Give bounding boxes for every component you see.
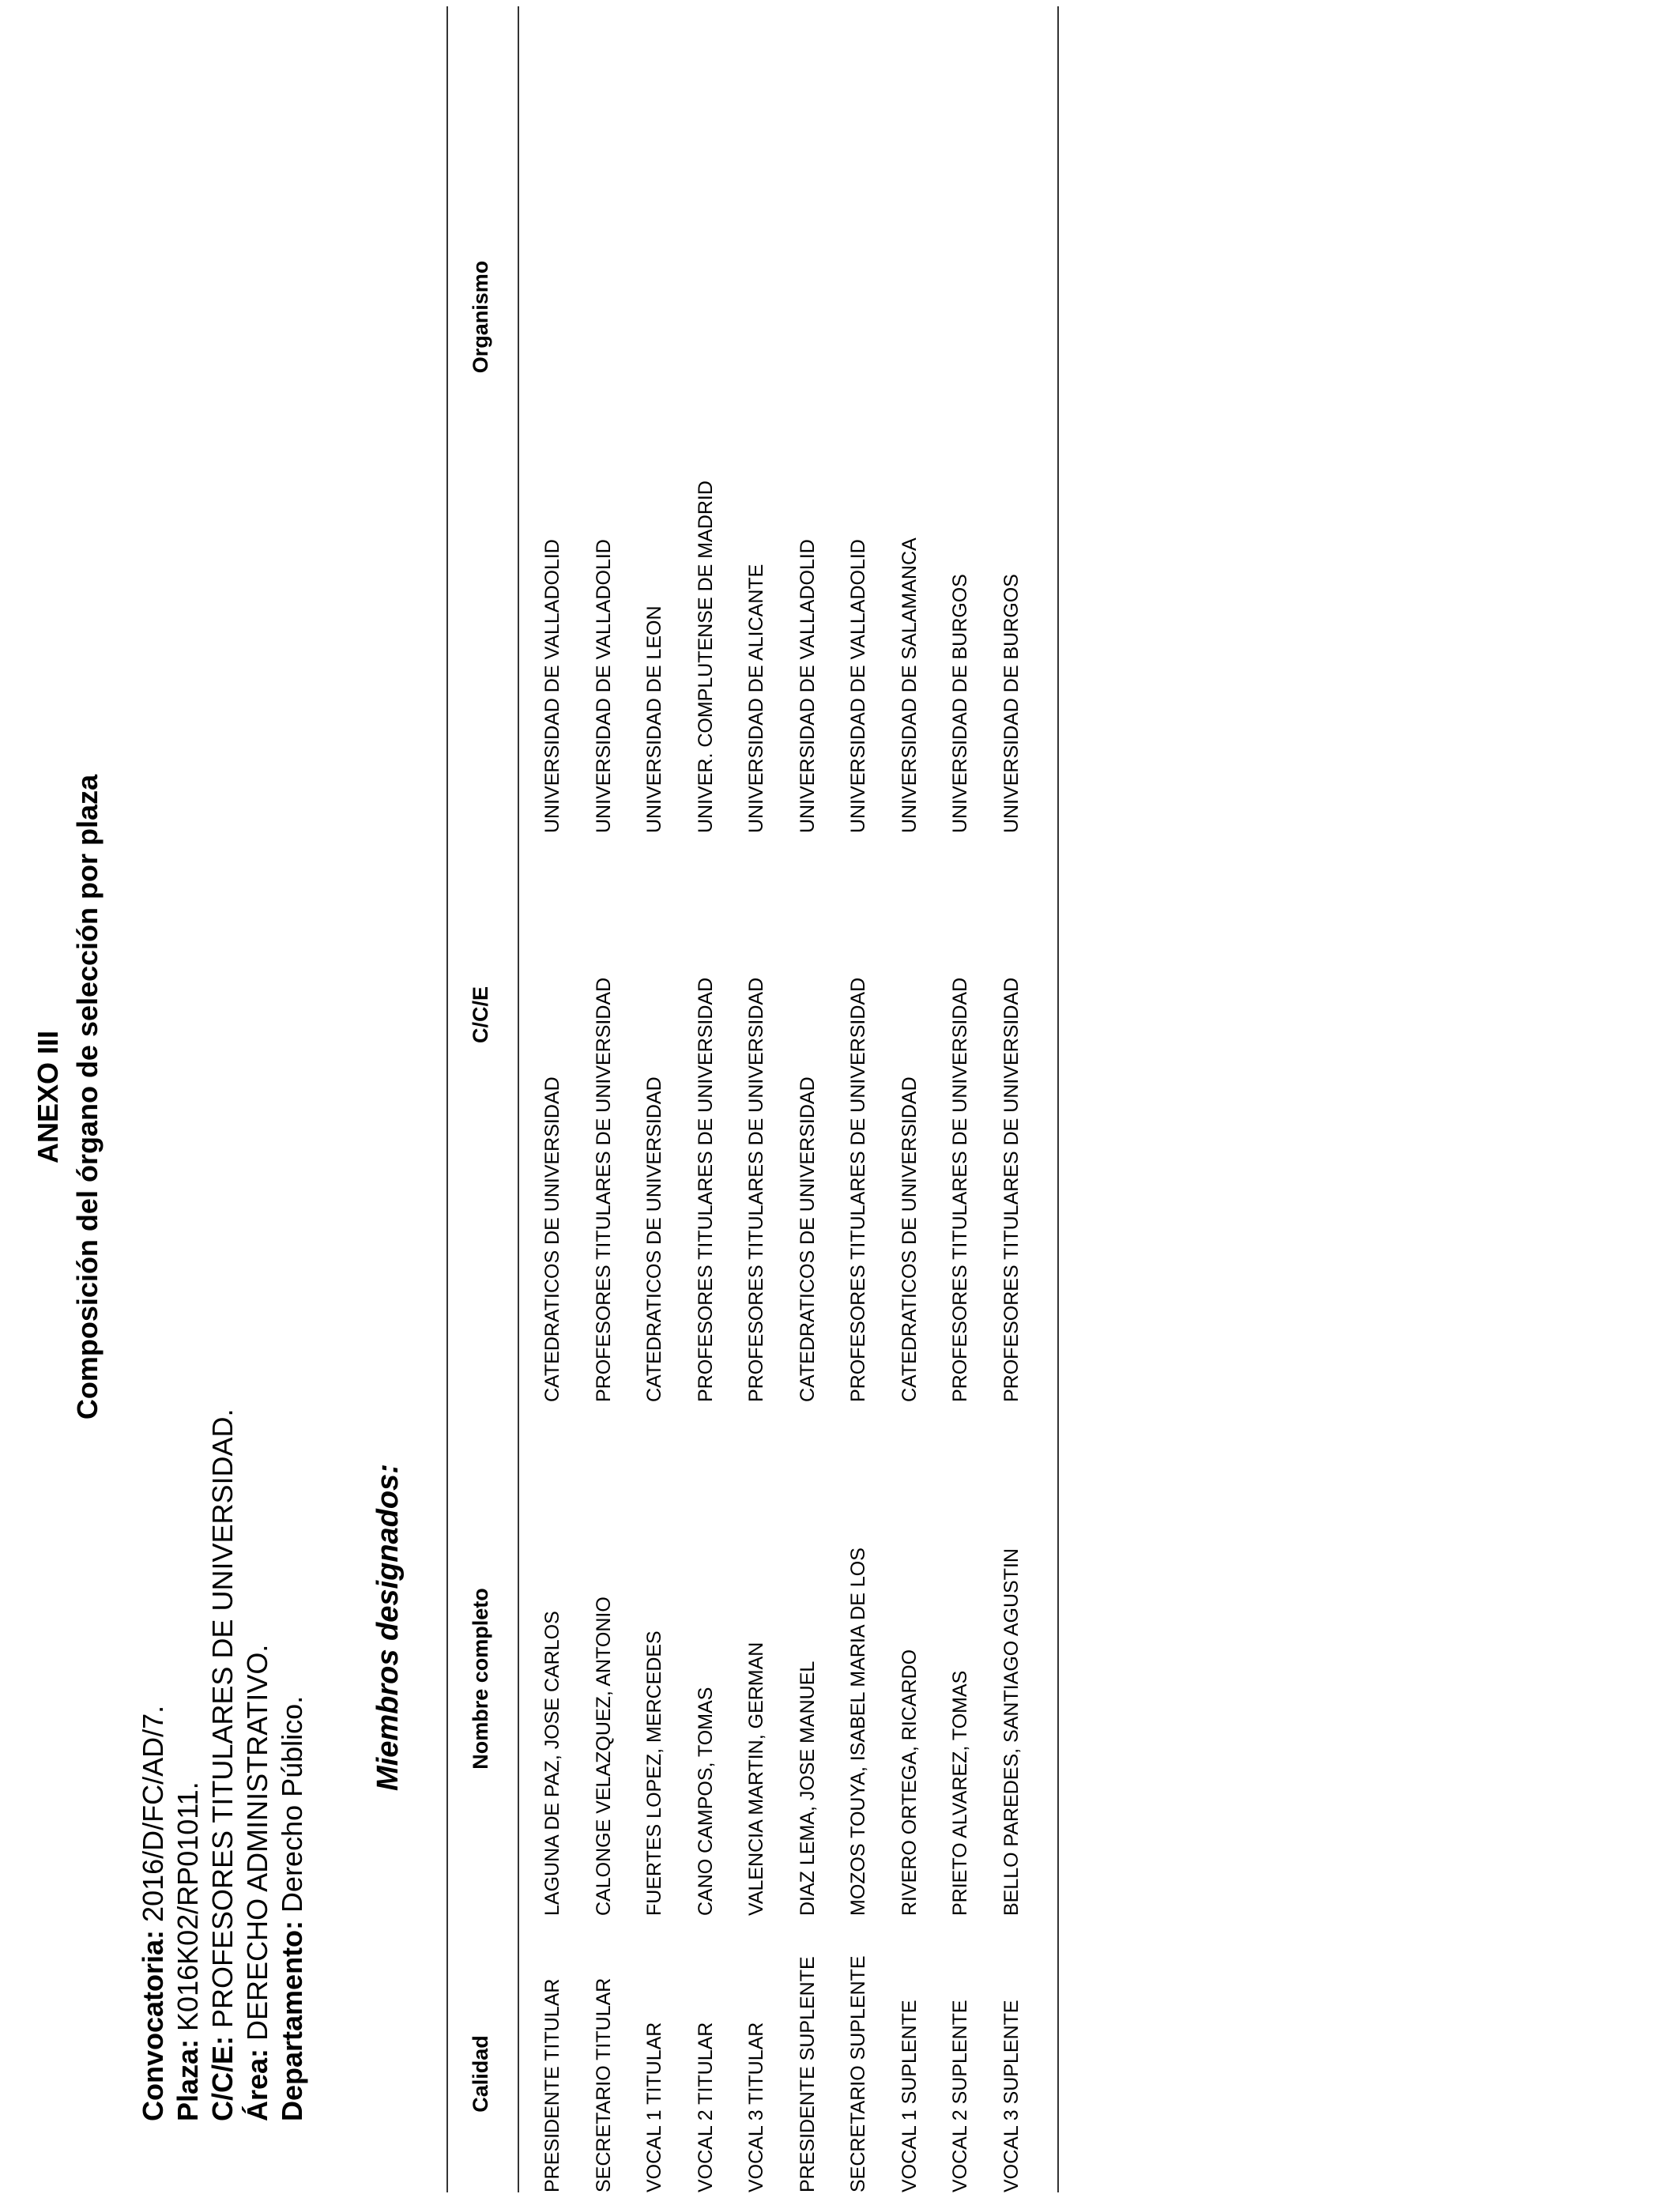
table-row	[695, 6, 746, 2192]
table-row	[797, 6, 848, 2192]
cell-nombre: CANO CAMPOS, TOMAS	[694, 1687, 717, 1916]
cell-cce: PROFESORES TITULARES DE UNIVERSIDAD	[847, 977, 869, 1402]
departamento-line	[275, 1409, 310, 2122]
plaza-line	[171, 1409, 205, 2122]
table-row	[1000, 6, 1052, 2192]
cell-calidad: PRESIDENTE SUPLENTE	[796, 1956, 819, 2192]
cell-calidad: VOCAL 2 SUPLENTE	[949, 2000, 971, 2192]
departamento-label: Departamento:	[276, 1920, 308, 2121]
cell-organismo: UNIVERSIDAD DE VALLADOLID	[796, 539, 819, 833]
table-row	[745, 6, 797, 2192]
convocatoria-line	[136, 1409, 171, 2122]
table-row	[949, 6, 1000, 2192]
cell-cce: CATEDRATICOS DE UNIVERSIDAD	[541, 1076, 563, 1402]
cell-cce: PROFESORES TITULARES DE UNIVERSIDAD	[1000, 977, 1023, 1402]
convocatoria-value: 2016/D/FC/AD/7.	[137, 1705, 169, 1930]
table-bottom-rule	[1057, 6, 1059, 2192]
table-row	[847, 6, 898, 2192]
cce-label: C/C/E:	[206, 2036, 239, 2121]
cce-line	[205, 1409, 240, 2122]
header-nombre: Nombre completo	[469, 1588, 492, 1770]
cell-calidad: VOCAL 3 SUPLENTE	[1000, 2000, 1023, 2192]
cell-organismo: UNIVERSIDAD DE LEON	[643, 605, 665, 833]
area-line	[240, 1409, 275, 2122]
cell-nombre: BELLO PAREDES, SANTIAGO AGUSTIN	[1000, 1548, 1023, 1916]
members-section-title: Miembros designados:	[371, 1464, 405, 1791]
cell-cce: PROFESORES TITULARES DE UNIVERSIDAD	[949, 977, 971, 1402]
cell-nombre: MOZOS TOUYA, ISABEL MARIA DE LOS	[847, 1547, 869, 1916]
cell-nombre: RIVERO ORTEGA, RICARDO	[898, 1649, 921, 1916]
cell-cce: CATEDRATICOS DE UNIVERSIDAD	[898, 1076, 921, 1402]
table-row	[541, 6, 593, 2192]
table-header-rule	[518, 6, 519, 2192]
cell-calidad: VOCAL 1 SUPLENTE	[898, 2000, 921, 2192]
cell-organismo: UNIVER. COMPLUTENSE DE MADRID	[694, 481, 717, 833]
header-cce: C/C/E	[469, 986, 492, 1044]
cell-organismo: UNIVERSIDAD DE VALLADOLID	[592, 539, 615, 833]
table-row	[643, 6, 695, 2192]
area-value: DERECHO ADMINISTRATIVO.	[241, 1644, 273, 2049]
cell-calidad: SECRETARIO TITULAR	[592, 1977, 615, 2192]
header-calidad: Calidad	[469, 2035, 492, 2113]
cell-nombre: PRIETO ALVAREZ, TOMAS	[949, 1670, 971, 1916]
cell-cce: CATEDRATICOS DE UNIVERSIDAD	[796, 1076, 819, 1402]
table-row	[593, 6, 644, 2192]
table-row	[898, 6, 950, 2192]
annex-title: ANEXO III	[32, 1030, 64, 1164]
cell-calidad: VOCAL 3 TITULAR	[745, 2022, 767, 2192]
cell-calidad: VOCAL 2 TITULAR	[694, 2022, 717, 2192]
cell-calidad: SECRETARIO SUPLENTE	[847, 1955, 869, 2192]
cce-value: PROFESORES TITULARES DE UNIVERSIDAD.	[206, 1408, 239, 2036]
cell-cce: PROFESORES TITULARES DE UNIVERSIDAD	[745, 977, 767, 1402]
table-header	[446, 6, 518, 2192]
cell-nombre: VALENCIA MARTIN, GERMAN	[745, 1642, 767, 1916]
cell-cce: PROFESORES TITULARES DE UNIVERSIDAD	[592, 977, 615, 1402]
cell-organismo: UNIVERSIDAD DE ALICANTE	[745, 564, 767, 833]
document-subtitle: Composición del órgano de selección por plaza	[71, 774, 104, 1420]
header-organismo: Organismo	[469, 260, 492, 374]
cell-calidad: VOCAL 1 TITULAR	[643, 2022, 665, 2192]
cell-organismo: UNIVERSIDAD DE BURGOS	[949, 574, 971, 833]
cell-organismo: UNIVERSIDAD DE BURGOS	[1000, 574, 1023, 833]
cell-nombre: FUERTES LOPEZ, MERCEDES	[643, 1630, 665, 1916]
cell-cce: PROFESORES TITULARES DE UNIVERSIDAD	[694, 977, 717, 1402]
cell-organismo: UNIVERSIDAD DE SALAMANCA	[898, 537, 921, 833]
cell-nombre: CALONGE VELAZQUEZ, ANTONIO	[592, 1596, 615, 1916]
cell-organismo: UNIVERSIDAD DE VALLADOLID	[541, 539, 563, 833]
cell-organismo: UNIVERSIDAD DE VALLADOLID	[847, 539, 869, 833]
area-label: Área:	[241, 2048, 273, 2121]
convocatoria-label: Convocatoria:	[137, 1929, 169, 2121]
cell-nombre: DIAZ LEMA, JOSE MANUEL	[796, 1661, 819, 1916]
call-details	[136, 1409, 310, 2122]
cell-nombre: LAGUNA DE PAZ, JOSE CARLOS	[541, 1611, 563, 1916]
cell-cce: CATEDRATICOS DE UNIVERSIDAD	[643, 1076, 665, 1402]
plaza-label: Plaza:	[171, 2038, 204, 2121]
members-table	[446, 6, 1023, 2192]
table-body	[541, 6, 1051, 2192]
plaza-value: K016K02/RP01011.	[171, 1781, 204, 2039]
cell-calidad: PRESIDENTE TITULAR	[541, 1978, 563, 2192]
departamento-value: Derecho Público.	[276, 1695, 308, 1921]
